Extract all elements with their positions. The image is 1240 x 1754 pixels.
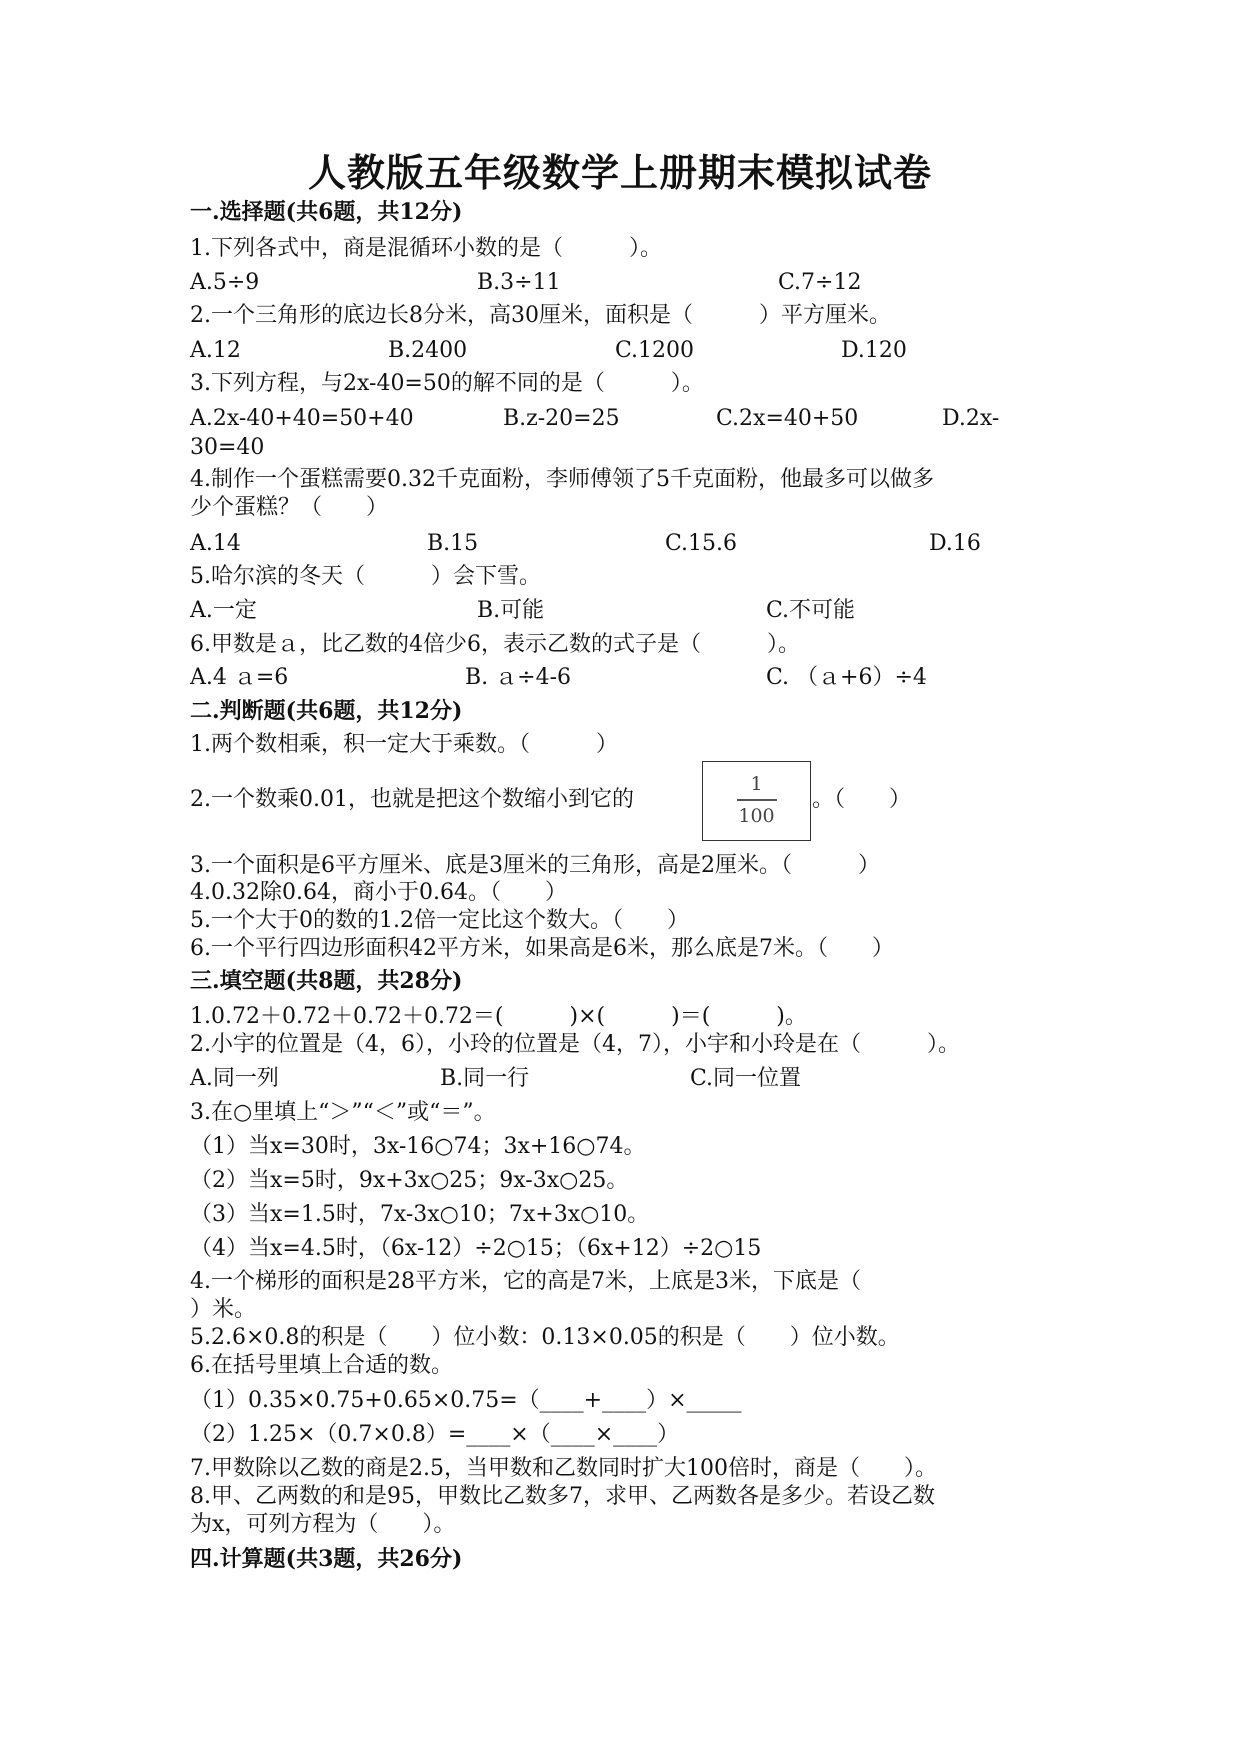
section-heading-fill: 三.填空题(共8题，共28分): [190, 968, 463, 994]
choice-option: A.2x-40+40=50+40: [190, 406, 414, 431]
fill-question-1: 1.0.72＋0.72＋0.72＋0.72＝( )×( )＝( )。: [190, 1004, 807, 1029]
fraction-image: [702, 761, 811, 841]
judge-question-6: 6.一个平行四边形面积42平方米，如果高是6米，那么底是7米。（ ）: [190, 936, 894, 961]
choice-option: B.15: [427, 531, 479, 556]
judge-question-5: 5.一个大于0的数的1.2倍一定比这个数大。（ ）: [190, 908, 689, 933]
section-heading-calc: 四.计算题(共3题，共26分): [190, 1546, 463, 1572]
choice-option: D.120: [841, 338, 907, 363]
fraction-bar: [737, 799, 777, 801]
choice-option: A.14: [190, 531, 241, 556]
choice-option: D.16: [929, 531, 981, 556]
choice-option: D.2x-: [942, 406, 1000, 431]
fill-subquestion: （1）当x=30时，3x-16○74；3x+16○74。: [190, 1134, 646, 1159]
page-title: 人教版五年级数学上册期末模拟试卷: [307, 150, 932, 195]
choice-question-4: 4.制作一个蛋糕需要0.32千克面粉，李师傅领了5千克面粉，他最多可以做多: [190, 467, 934, 492]
choice-question-4-cont: 少个蛋糕？（ ）: [190, 495, 389, 520]
judge-question-3: 3.一个面积是6平方厘米、底是3厘米的三角形，高是2厘米。（ ）: [190, 853, 880, 878]
fill-question-5: 5.2.6×0.8的积是（ ）位小数：0.13×0.05的积是（ ）位小数。: [190, 1325, 900, 1350]
choice-question-6: 6.甲数是ａ，比乙数的4倍少6，表示乙数的式子是（ ）。: [190, 632, 800, 657]
fill-question-4: 4.一个梯形的面积是28平方米，它的高是7米，上底是3米，下底是（: [190, 1269, 861, 1294]
fill-subquestion: （2）1.25×（0.7×0.8）=____×（____×____）: [190, 1422, 680, 1447]
section-heading-judge: 二.判断题(共6题，共12分): [190, 698, 463, 724]
fill-question-4-cont: ）米。: [190, 1297, 257, 1322]
judge-question-2-paren: 。（ ）: [812, 787, 912, 812]
fraction-numerator: 1: [750, 773, 763, 795]
choice-option: B.3÷11: [477, 270, 561, 295]
choice-option: C.15.6: [665, 531, 738, 556]
choice-option: C.1200: [615, 338, 695, 363]
choice-question-1: 1.下列各式中，商是混循环小数的是（ ）。: [190, 236, 662, 261]
fill-option: C.同一位置: [690, 1066, 802, 1091]
choice-option: B.2400: [388, 338, 468, 363]
fill-question-2: 2.小宇的位置是（4，6），小玲的位置是（4，7），小宇和小玲是在（ ）。: [190, 1032, 960, 1057]
fraction-one-hundredth: [703, 772, 810, 828]
fill-question-8: 8.甲、乙两数的和是95，甲数比乙数多7，求甲、乙两数各是多少。若设乙数: [190, 1484, 935, 1509]
fill-subquestion: （2）当x=5时，9x+3x○25；9x-3x○25。: [190, 1168, 629, 1193]
judge-question-1: 1.两个数相乘，积一定大于乘数。（ ）: [190, 732, 618, 757]
fill-subquestion: （3）当x=1.5时，7x-3x○10；7x+3x○10。: [190, 1202, 650, 1227]
judge-question-4: 4.0.32除0.64，商小于0.64。（ ）: [190, 880, 567, 905]
fill-subquestion: （1）0.35×0.75+0.65×0.75=（____+____）×_____: [190, 1388, 742, 1413]
choice-question-2: 2.一个三角形的底边长8分米，高30厘米，面积是（ ）平方厘米。: [190, 303, 891, 328]
fill-subquestion: （4）当x=4.5时，（6x-12）÷2○15；（6x+12）÷2○15: [190, 1236, 762, 1261]
judge-question-2-text: 2.一个数乘0.01，也就是把这个数缩小到它的: [190, 787, 634, 812]
choice-option-wrap: 30=40: [190, 435, 265, 460]
choice-option: C.2x=40+50: [716, 406, 859, 431]
choice-question-3: 3.下列方程，与2x-40=50的解不同的是（ ）。: [190, 371, 704, 396]
section-heading-choice: 一.选择题(共6题，共12分): [190, 199, 463, 225]
choice-option: C.不可能: [766, 598, 856, 623]
choice-option: B. ａ÷4-6: [465, 665, 572, 690]
fill-option: A.同一列: [190, 1066, 279, 1091]
choice-option: A.12: [190, 338, 241, 363]
choice-question-5: 5.哈尔滨的冬天（ ）会下雪。: [190, 564, 541, 589]
fill-question-8-cont: 为x，可列方程为（ ）。: [190, 1512, 456, 1537]
choice-option: B.z-20=25: [503, 406, 620, 431]
choice-option: A.4 ａ=6: [190, 665, 289, 690]
fill-question-3: 3.在○里填上“＞”“＜”或“＝”。: [190, 1100, 496, 1125]
choice-option: A.5÷9: [190, 270, 260, 295]
choice-option: C.7÷12: [778, 270, 862, 295]
choice-option: C. （ａ+6）÷4: [766, 665, 927, 690]
fraction-denominator: 100: [738, 804, 775, 827]
fill-option: B.同一行: [440, 1066, 530, 1091]
choice-option: B.可能: [477, 598, 545, 623]
fill-question-7: 7.甲数除以乙数的商是2.5，当甲数和乙数同时扩大100倍时，商是（ ）。: [190, 1456, 937, 1481]
choice-option: A.一定: [190, 598, 257, 623]
fill-question-6: 6.在括号里填上合适的数。: [190, 1353, 453, 1378]
